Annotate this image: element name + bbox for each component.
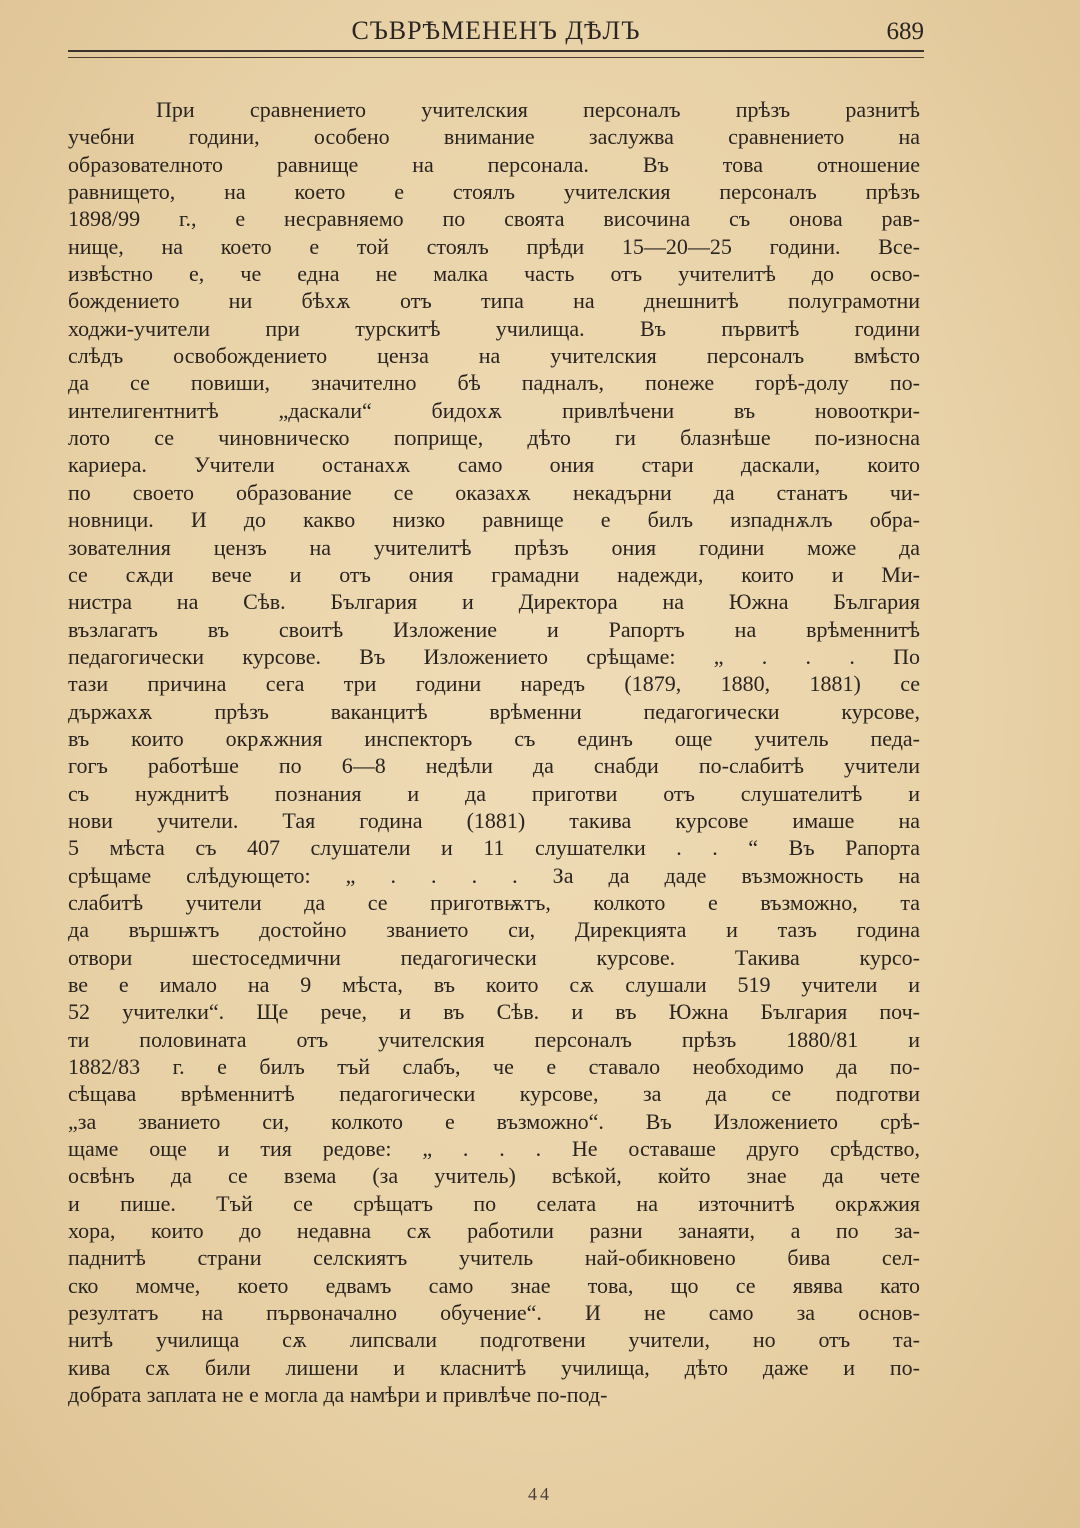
text-line: новници. И до какво низко равнище е билъ изпаднѫлъ обра-	[68, 507, 920, 533]
text-line: учебни години, особено внимание заслужва сравнението на	[68, 124, 920, 150]
text-line: ско момче, което едвамъ само знае това, що се явява като	[68, 1272, 920, 1298]
text-line: тази причина сега три години наредъ (1879, 1880, 1881) се	[68, 671, 920, 697]
text-line: отвори шестоседмични педагогически курсове. Такива курсо-	[68, 944, 920, 970]
text-line: освѣнъ да се взема (за учитель) всѣкой, който знае да чете	[68, 1163, 920, 1189]
text-line: 1898/99 г., е несравняемо по своята височина съ онова рав-	[68, 206, 920, 232]
text-line: педагогически курсове. Въ Изложението срѣщаме: „ . . . По	[68, 643, 920, 669]
text-line: държахѫ прѣзъ ваканцитѣ врѣменни педагогически курсове,	[68, 698, 920, 724]
text-line: слабитѣ учители да се приготвѭтъ, колкото е възможно, та	[68, 889, 920, 915]
text-line: При сравнението учителския персоналъ прѣзъ разнитѣ	[156, 97, 920, 122]
text-line: лото се чиновническо поприще, дѣто ги блазнѣше по-износна	[68, 425, 920, 451]
text-line: зователния цензъ на учителитѣ прѣзъ ония години може да	[68, 534, 920, 560]
text-line: нови учители. Тая година (1881) такива курсове имаше на	[68, 807, 920, 833]
text-line: и пише. Тъй се срѣщатъ по селата на източнитѣ окрѫжия	[68, 1190, 920, 1216]
text-line: въ които окрѫжния инспекторъ съ единъ още учитель педа-	[68, 725, 920, 751]
text-line: добрата заплата не е могла да намѣри и привлѣче по-под-	[68, 1382, 608, 1408]
text-line: паднитѣ страни селскиятъ учитель най-обикновено бива сел-	[68, 1245, 920, 1271]
running-title: СЪВРѢМЕНЕНЪ ДѢЛЪ	[351, 16, 641, 45]
text-line: образователното равнище на персонала. Въ това отношение	[68, 151, 920, 177]
running-head	[68, 10, 924, 50]
text-line: гогъ работѣше по 6—8 недѣли да снабди по-слабитѣ учители	[68, 753, 920, 779]
text-line: „за званието си, колкото е възможно“. Въ Изложението срѣ-	[68, 1108, 920, 1134]
text-line: нище, на което е той стоялъ прѣди 15—20—25 години. Все-	[68, 233, 920, 259]
text-line: по своето образование се оказахѫ некадърни да станатъ чи-	[68, 479, 920, 505]
header-rule-thin	[68, 57, 924, 58]
text-line: кива сѫ били лишени и класнитѣ училища, дѣто даже и по-	[68, 1354, 920, 1380]
text-line: бождението ни бѣхѫ отъ типа на днешнитѣ полуграмотни	[68, 288, 920, 314]
text-line: равнището, на което е стоялъ учителския персоналъ прѣзъ	[68, 179, 920, 205]
text-line: извѣстно е, че една не малка часть отъ учителитѣ до осво-	[68, 261, 920, 287]
text-line: да се повиши, значително бѣ падналъ, понеже горѣ-долу по-	[68, 370, 920, 396]
text-line: 52 учителки“. Ще рече, и въ Сѣв. и въ Южна България поч-	[68, 999, 920, 1025]
text-line: се сѫди вече и отъ ония грамадни надежди, които и Ми-	[68, 561, 920, 587]
text-line: срѣщаме слѣдующето: „ . . . . За да даде възможность на	[68, 862, 920, 888]
text-line: 1882/83 г. е билъ тъй слабъ, че е ставало необходимо да по-	[68, 1054, 920, 1080]
text-line: 5 мѣста съ 407 слушатели и 11 слушателки . . “ Въ Рапорта	[68, 835, 920, 861]
text-line: възлагатъ въ своитѣ Изложение и Рапортъ на врѣменнитѣ	[68, 616, 920, 642]
text-line: хора, които до недавна сѫ работили разни занаяти, а по за-	[68, 1218, 920, 1244]
text-line: да вършѭтъ достойно званието си, Дирекцията и тазъ година	[68, 917, 920, 943]
text-line: интелигентнитѣ „даскали“ бидохѫ привлѣчени въ новооткри-	[68, 397, 920, 423]
text-line: нистра на Сѣв. България и Директора на Южна България	[68, 589, 920, 615]
body-text	[68, 96, 920, 1409]
text-line: щаме още и тия редове: „ . . . Не оставаше друго срѣдство,	[68, 1136, 920, 1162]
text-line: нитѣ училища сѫ липсвали подготвени учители, но отъ та-	[68, 1327, 920, 1353]
text-line: съ нужднитѣ познания и да приготви отъ слушателитѣ и	[68, 780, 920, 806]
text-line: кариера. Учители останахѫ само ония стари даскали, които	[68, 452, 920, 478]
text-line: ве е имало на 9 мѣста, въ които сѫ слушали 519 учители и	[68, 972, 920, 997]
text-line: слѣдъ освобождението ценза на учителския персоналъ вмѣсто	[68, 343, 920, 369]
signature-mark: 44	[528, 1484, 552, 1504]
header-rule-thick	[68, 50, 924, 52]
page-number: 689	[886, 18, 924, 45]
text-line: сѣщава врѣменнитѣ педагогически курсове, за да се подготви	[68, 1081, 920, 1107]
text-line: ти половината отъ учителския персоналъ прѣзъ 1880/81 и	[68, 1026, 920, 1052]
text-line: резултатъ на първоначално обучение“. И не само за основ-	[68, 1300, 920, 1326]
text-line: ходжи-учители при турскитѣ училища. Въ първитѣ години	[68, 315, 920, 341]
